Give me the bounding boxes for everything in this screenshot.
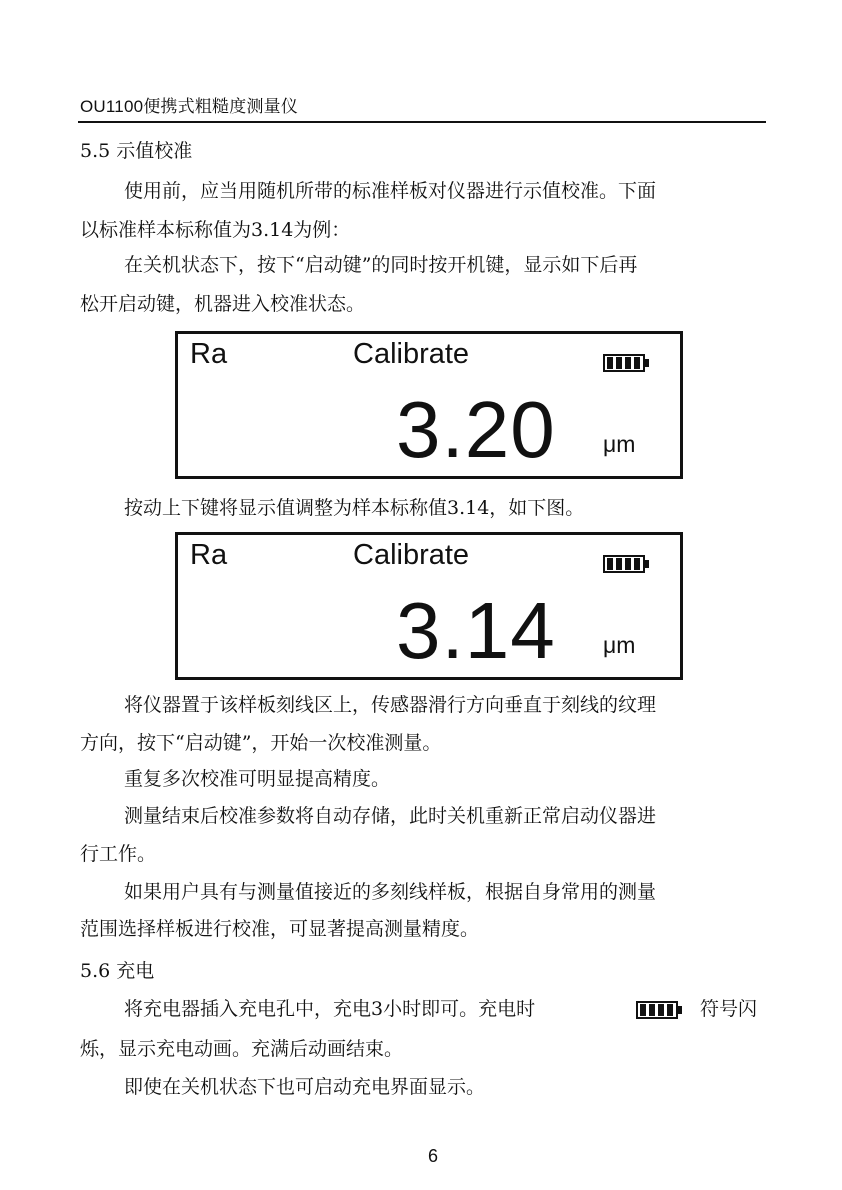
lcd-mode-label: Calibrate bbox=[353, 539, 470, 571]
paragraph-line: 行工作。 bbox=[80, 843, 157, 865]
paragraph-line: 将充电器插入充电孔中，充电3小时即可。充电时 bbox=[124, 998, 536, 1020]
battery-icon bbox=[636, 1001, 682, 1019]
lcd-display-calibrate-adjusted bbox=[175, 532, 683, 680]
section-heading-5-5: 5.5 示值校准 bbox=[80, 140, 193, 162]
lcd-mode-label: Calibrate bbox=[353, 338, 470, 370]
paragraph-line: 在关机状态下，按下“启动键”的同时按开机键，显示如下后再 bbox=[124, 254, 638, 276]
paragraph-line: 以标准样本标称值为3.14为例： bbox=[80, 219, 351, 241]
paragraph-line: 方向，按下“启动键”，开始一次校准测量。 bbox=[80, 732, 442, 754]
paragraph-line: 即使在关机状态下也可启动充电界面显示。 bbox=[124, 1076, 486, 1098]
page-number: 6 bbox=[428, 1146, 439, 1166]
paragraph-line: 按动上下键将显示值调整为样本标称值3.14，如下图。 bbox=[124, 497, 585, 519]
lcd-parameter-label: Ra bbox=[190, 539, 228, 571]
paragraph-line: 符号闪 bbox=[700, 998, 758, 1020]
paragraph-line: 将仪器置于该样板刻线区上，传感器滑行方向垂直于刻线的纹理 bbox=[124, 694, 657, 716]
section-heading-5-6: 5.6 充电 bbox=[80, 960, 155, 982]
lcd-reading-value: 3.14 bbox=[396, 586, 556, 675]
header-title: OU1100便携式粗糙度测量仪 bbox=[80, 97, 299, 116]
lcd-parameter-label: Ra bbox=[190, 338, 228, 370]
paragraph-line: 使用前，应当用随机所带的标准样板对仪器进行示值校准。下面 bbox=[124, 180, 657, 202]
paragraph-line: 烁，显示充电动画。充满后动画结束。 bbox=[80, 1038, 404, 1060]
lcd-unit-label: μm bbox=[603, 431, 636, 457]
lcd-reading-value: 3.20 bbox=[396, 385, 556, 474]
paragraph-line: 范围选择样板进行校准，可显著提高测量精度。 bbox=[80, 918, 480, 940]
paragraph-line: 松开启动键，机器进入校准状态。 bbox=[80, 293, 366, 315]
header-divider bbox=[78, 121, 766, 123]
lcd-display-calibrate-initial bbox=[175, 331, 683, 479]
paragraph-line: 如果用户具有与测量值接近的多刻线样板，根据自身常用的测量 bbox=[124, 881, 657, 903]
lcd-unit-label: μm bbox=[603, 632, 636, 658]
battery-icon bbox=[603, 555, 649, 573]
paragraph-line: 重复多次校准可明显提高精度。 bbox=[124, 768, 391, 790]
paragraph-line: 测量结束后校准参数将自动存储，此时关机重新正常启动仪器进 bbox=[124, 805, 657, 827]
battery-icon bbox=[603, 354, 649, 372]
